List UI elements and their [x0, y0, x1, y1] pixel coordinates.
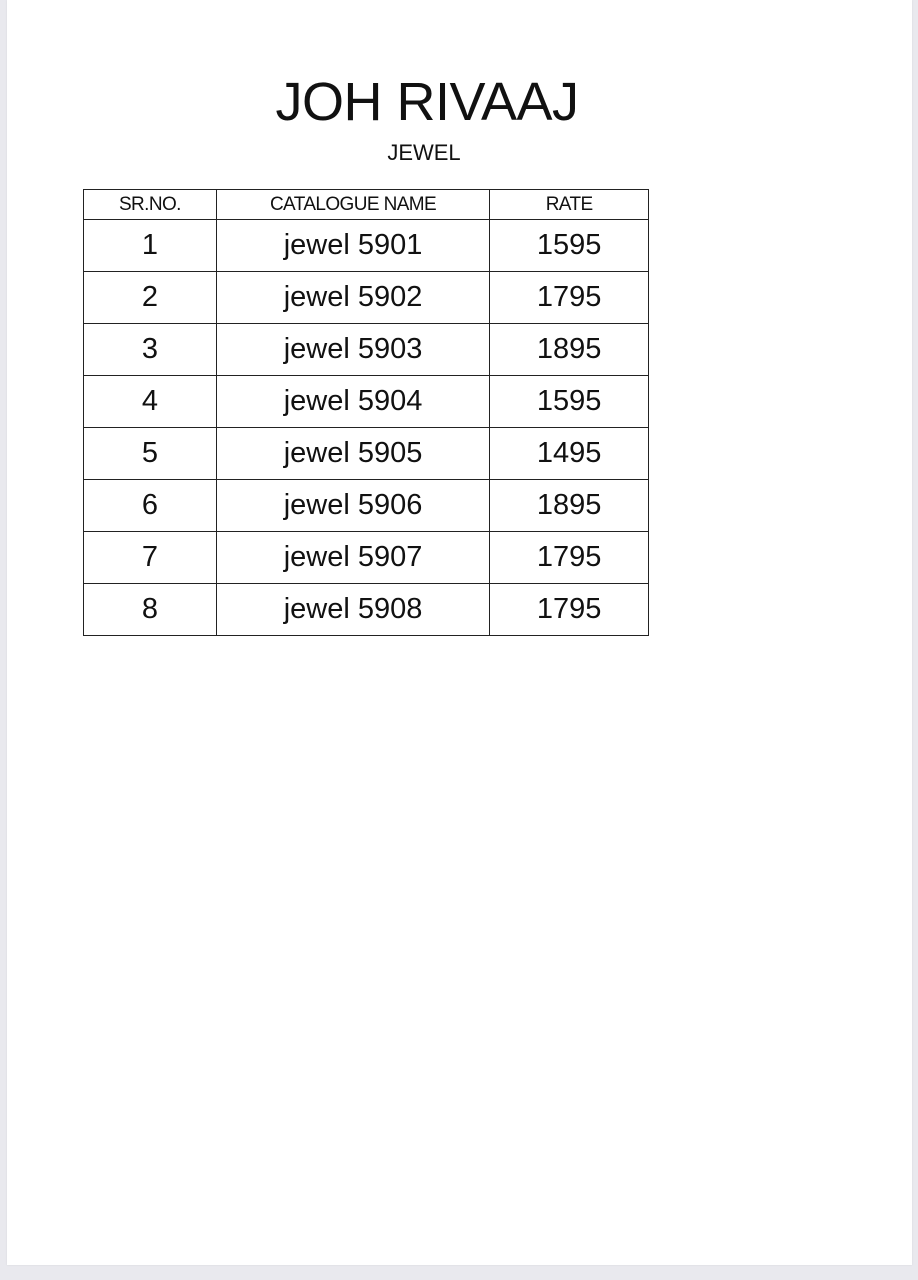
cell-catalogue-name: jewel 5905 — [216, 428, 489, 480]
table-row — [84, 272, 649, 324]
table-row — [84, 584, 649, 636]
header-sr-no: SR.NO. — [84, 190, 217, 220]
cell-sr-no: 2 — [84, 272, 217, 324]
cell-sr-no: 8 — [84, 584, 217, 636]
table-row — [84, 480, 649, 532]
cell-rate: 1795 — [490, 584, 649, 636]
cell-sr-no: 7 — [84, 532, 217, 584]
cell-catalogue-name: jewel 5904 — [216, 376, 489, 428]
cell-rate: 1595 — [490, 376, 649, 428]
cell-catalogue-name: jewel 5903 — [216, 324, 489, 376]
header-rate: RATE — [490, 190, 649, 220]
cell-rate: 1495 — [490, 428, 649, 480]
cell-catalogue-name: jewel 5902 — [216, 272, 489, 324]
cell-sr-no: 5 — [84, 428, 217, 480]
cell-sr-no: 3 — [84, 324, 217, 376]
cell-rate: 1795 — [490, 272, 649, 324]
cell-sr-no: 6 — [84, 480, 217, 532]
rate-table — [83, 189, 649, 636]
cell-rate: 1795 — [490, 532, 649, 584]
table-row — [84, 220, 649, 272]
cell-sr-no: 4 — [84, 376, 217, 428]
table-row — [84, 324, 649, 376]
document-page — [7, 0, 912, 1265]
document-subtitle: JEWEL — [387, 140, 461, 165]
cell-rate: 1895 — [490, 324, 649, 376]
cell-catalogue-name: jewel 5901 — [216, 220, 489, 272]
table-row — [84, 532, 649, 584]
cell-catalogue-name: jewel 5908 — [216, 584, 489, 636]
document-title: JOH RIVAAJ — [275, 72, 579, 132]
table-row — [84, 376, 649, 428]
cell-rate: 1595 — [490, 220, 649, 272]
cell-catalogue-name: jewel 5906 — [216, 480, 489, 532]
table-row — [84, 428, 649, 480]
cell-rate: 1895 — [490, 480, 649, 532]
cell-catalogue-name: jewel 5907 — [216, 532, 489, 584]
table-header-row — [84, 190, 649, 220]
cell-sr-no: 1 — [84, 220, 217, 272]
header-catalogue-name: CATALOGUE NAME — [216, 190, 489, 220]
